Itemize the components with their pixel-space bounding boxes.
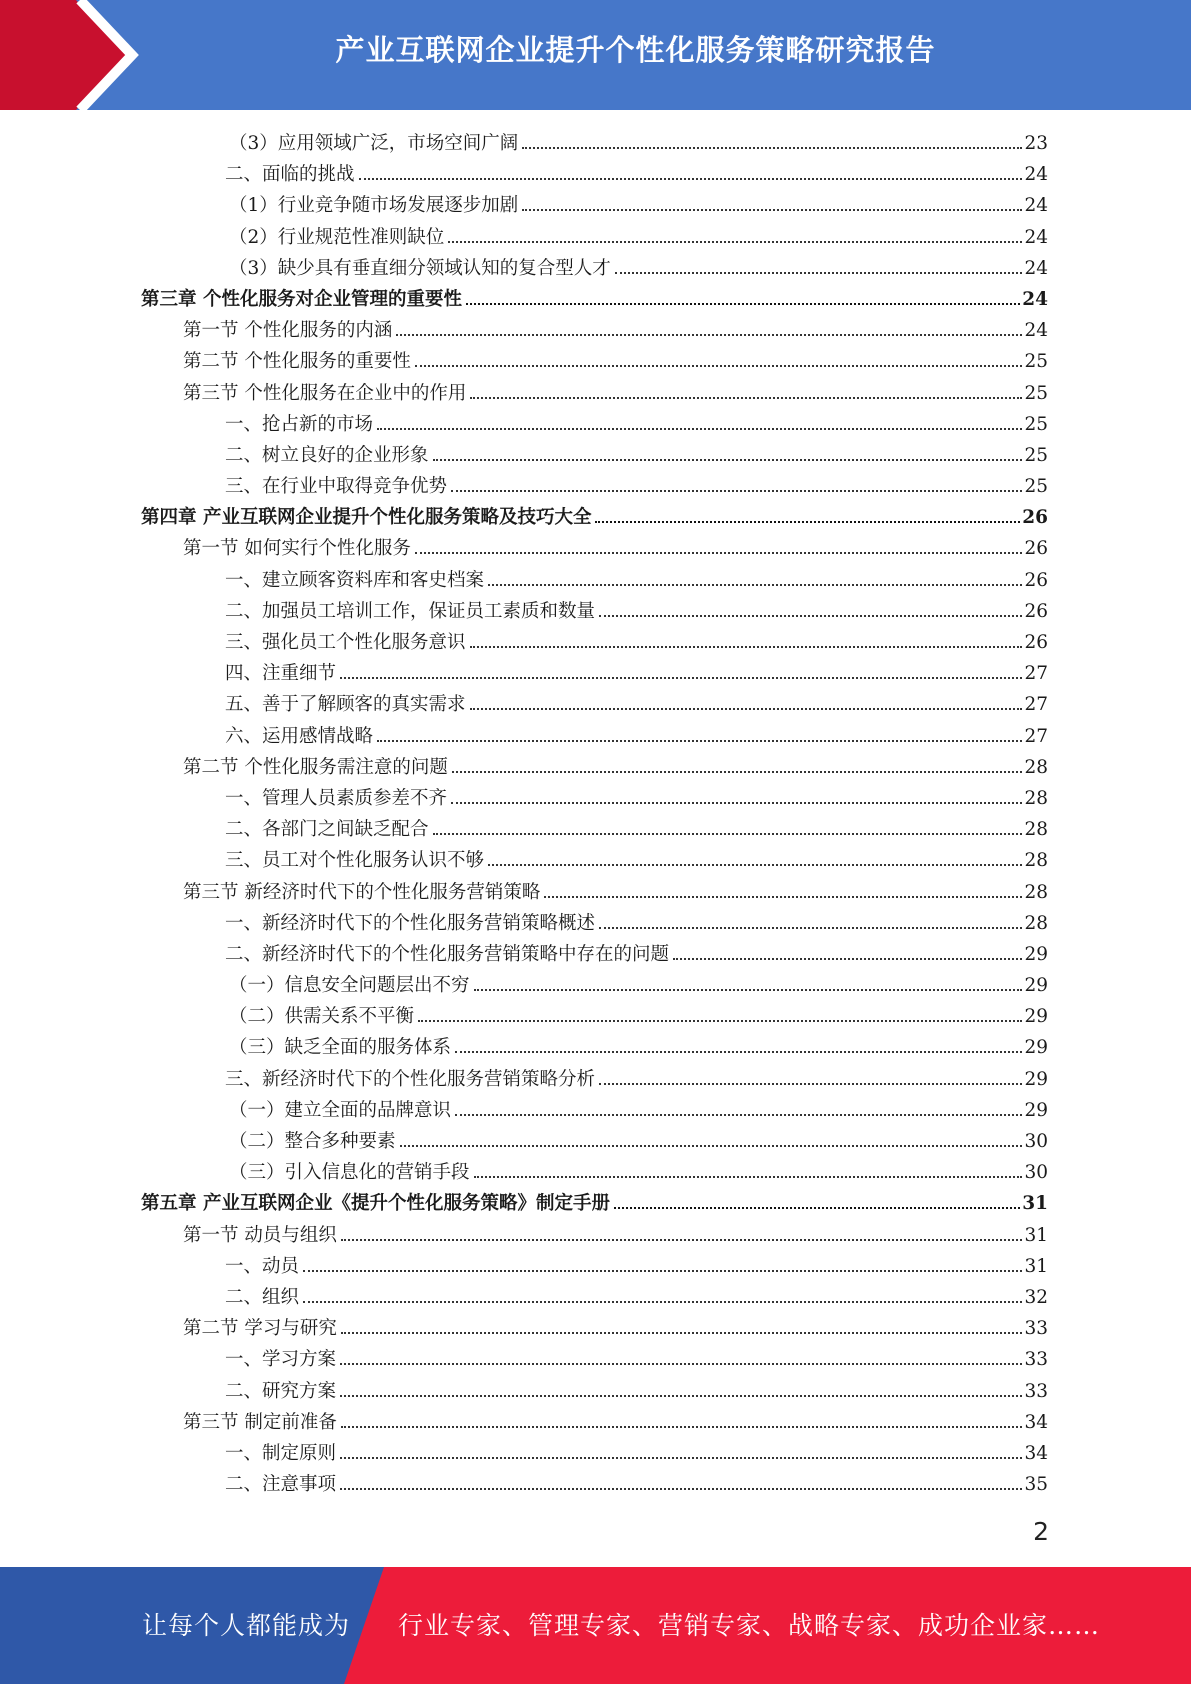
- toc-entry-page: 28: [1024, 850, 1048, 872]
- toc-entry[interactable]: [141, 1157, 1048, 1188]
- toc-dot-leader: [488, 864, 1022, 866]
- toc-entry[interactable]: [141, 1313, 1048, 1344]
- toc-entry-label: 二、注意事项: [225, 1474, 337, 1496]
- toc-chapter-entry[interactable]: [141, 502, 1048, 533]
- toc-entry-label: 一、抢占新的市场: [225, 413, 374, 435]
- toc-entry[interactable]: [141, 689, 1048, 720]
- toc-entry-label: 第一节 如何实行个性化服务: [183, 538, 411, 560]
- toc-entry-label: 二、加强员工培训工作，保证员工素质和数量: [225, 600, 596, 622]
- toc-entry-label: 一、管理人员素质参差不齐: [225, 787, 448, 809]
- toc-entry-page: 33: [1024, 1318, 1048, 1340]
- toc-entry[interactable]: [141, 315, 1048, 346]
- toc-entry-label: （一）建立全面的品牌意识: [229, 1099, 452, 1121]
- toc-entry[interactable]: [141, 627, 1048, 658]
- toc-entry-page: 24: [1024, 226, 1048, 248]
- toc-dot-leader: [340, 677, 1022, 679]
- toc-dot-leader: [341, 1332, 1023, 1334]
- toc-dot-leader: [341, 1426, 1023, 1428]
- toc-dot-leader: [396, 334, 1022, 336]
- toc-entry[interactable]: [141, 128, 1048, 159]
- toc-entry[interactable]: [141, 1032, 1048, 1063]
- toc-entry-page: 26: [1024, 632, 1048, 653]
- header-arrow-decoration: [0, 0, 160, 110]
- toc-entry[interactable]: [141, 1095, 1048, 1126]
- toc-entry-page: 35: [1024, 1474, 1048, 1496]
- toc-dot-leader: [595, 521, 1020, 523]
- toc-entry-page: 33: [1024, 1349, 1048, 1371]
- toc-entry[interactable]: [141, 378, 1048, 409]
- toc-dot-leader: [455, 1051, 1022, 1053]
- toc-dot-leader: [614, 1207, 1020, 1209]
- toc-entry[interactable]: [141, 752, 1048, 783]
- toc-dot-leader: [303, 1301, 1022, 1303]
- toc-entry-label: （三）引入信息化的营销手段: [229, 1162, 470, 1184]
- toc-entry[interactable]: [141, 1438, 1048, 1469]
- toc-entry[interactable]: [141, 845, 1048, 876]
- toc-dot-leader: [488, 584, 1022, 586]
- toc-dot-leader: [599, 1083, 1022, 1085]
- toc-entry-page: 31: [1024, 1255, 1048, 1277]
- footer-roles: 行业专家、管理专家、营销专家、战略专家、成功企业家……: [398, 1611, 1101, 1640]
- toc-entry[interactable]: [141, 814, 1048, 845]
- toc-entry-label: 二、研究方案: [225, 1380, 337, 1402]
- toc-entry[interactable]: [141, 1376, 1048, 1407]
- toc-entry[interactable]: [141, 440, 1048, 471]
- toc-entry-label: 第一节 个性化服务的内涵: [183, 320, 393, 342]
- toc-dot-leader: [451, 490, 1022, 492]
- toc-entry-label: 一、新经济时代下的个性化服务营销策略概述: [225, 912, 596, 934]
- footer-slogan: 让每个人都能成为: [142, 1611, 351, 1640]
- toc-entry-page: 26: [1024, 538, 1048, 560]
- toc-dot-leader: [452, 771, 1023, 773]
- toc-entry-page: 29: [1024, 1037, 1048, 1059]
- toc-dot-leader: [415, 365, 1023, 367]
- toc-dot-leader: [673, 958, 1022, 960]
- toc-entry-page: 27: [1024, 725, 1048, 747]
- toc-entry-page: 34: [1024, 1442, 1048, 1464]
- page-header: [0, 0, 1191, 110]
- toc-entry-page: 29: [1024, 1099, 1048, 1121]
- toc-entry-label: 三、在行业中取得竞争优势: [225, 476, 448, 498]
- toc-entry-page: 31: [1022, 1193, 1048, 1215]
- toc-entry-page: 33: [1024, 1380, 1048, 1402]
- toc-entry-page: 26: [1024, 569, 1048, 591]
- toc-entry-page: 24: [1022, 288, 1048, 310]
- toc-dot-leader: [455, 1114, 1022, 1116]
- toc-dot-leader: [340, 1363, 1022, 1365]
- toc-dot-leader: [433, 833, 1023, 835]
- toc-entry-label: （2）行业规范性准则缺位: [229, 226, 445, 248]
- toc-entry-label: 三、员工对个性化服务认识不够: [225, 850, 485, 872]
- toc-entry-page: 28: [1024, 756, 1048, 778]
- toc-entry-label: 一、建立顾客资料库和客史档案: [225, 569, 485, 591]
- toc-dot-leader: [466, 303, 1020, 305]
- toc-dot-leader: [377, 428, 1022, 430]
- toc-entry-page: 27: [1024, 694, 1048, 716]
- toc-entry-page: 28: [1024, 819, 1048, 841]
- toc-entry-page: 25: [1024, 351, 1048, 373]
- toc-entry-label: 六、运用感情战略: [225, 725, 374, 747]
- toc-entry[interactable]: [141, 409, 1048, 440]
- toc-dot-leader: [544, 896, 1022, 898]
- toc-dot-leader: [599, 615, 1022, 617]
- toc-entry-label: 三、新经济时代下的个性化服务营销策略分析: [225, 1068, 596, 1090]
- toc-entry-page: 25: [1024, 444, 1048, 466]
- toc-entry-page: 30: [1024, 1131, 1048, 1152]
- toc-dot-leader: [474, 1176, 1023, 1178]
- toc-entry-label: 二、组织: [225, 1286, 300, 1308]
- toc-entry-label: （二）供需关系不平衡: [229, 1006, 415, 1028]
- toc-entry[interactable]: [141, 190, 1048, 221]
- toc-dot-leader: [340, 1395, 1022, 1397]
- toc-entry[interactable]: [141, 1220, 1048, 1251]
- toc-entry-page: 23: [1024, 133, 1048, 154]
- toc-entry-page: 26: [1024, 600, 1048, 622]
- header-arrow-red: [0, 0, 126, 110]
- toc-entry-label: （3）应用领域广泛，市场空间广阔: [229, 133, 519, 154]
- toc-entry-label: （1）行业竞争随市场发展逐步加剧: [229, 195, 519, 217]
- toc-entry[interactable]: [141, 533, 1048, 564]
- toc-entry-label: （三）缺乏全面的服务体系: [229, 1037, 452, 1059]
- toc-entry[interactable]: [141, 1126, 1048, 1157]
- toc-entry[interactable]: [141, 877, 1048, 908]
- toc-entry-label: （二）整合多种要素: [229, 1131, 396, 1152]
- toc-entry-page: 25: [1024, 476, 1048, 498]
- toc-dot-leader: [377, 740, 1022, 742]
- toc-dot-leader: [303, 1270, 1022, 1272]
- toc-entry-page: 25: [1024, 413, 1048, 435]
- toc-entry-label: 第三章 个性化服务对企业管理的重要性: [141, 288, 462, 310]
- toc-entry-label: 五、善于了解顾客的真实需求: [225, 694, 466, 716]
- page-number: 2: [1033, 1517, 1049, 1546]
- toc-entry-label: 一、制定原则: [225, 1442, 337, 1464]
- toc-entry-label: 二、面临的挑战: [225, 164, 355, 186]
- toc-entry[interactable]: [141, 1344, 1048, 1375]
- toc-entry-page: 24: [1024, 257, 1048, 279]
- toc-entry-page: 28: [1024, 787, 1048, 809]
- toc-dot-leader: [470, 397, 1022, 399]
- toc-entry[interactable]: [141, 253, 1048, 284]
- toc-entry-label: 二、树立良好的企业形象: [225, 444, 429, 466]
- toc-entry-label: 第三节 个性化服务在企业中的作用: [183, 382, 467, 404]
- toc-entry-page: 28: [1024, 912, 1048, 934]
- toc-entry-label: （一）信息安全问题层出不穷: [229, 975, 470, 997]
- toc-dot-leader: [451, 802, 1022, 804]
- toc-dot-leader: [418, 1020, 1022, 1022]
- toc-entry-page: 26: [1022, 507, 1048, 529]
- toc-entry[interactable]: [141, 1282, 1048, 1313]
- toc-entry[interactable]: [141, 970, 1048, 1001]
- toc-entry-label: 第一节 动员与组织: [183, 1224, 337, 1246]
- toc-chapter-entry[interactable]: [141, 284, 1048, 315]
- toc-dot-leader: [340, 1488, 1022, 1490]
- toc-entry[interactable]: [141, 222, 1048, 253]
- toc-entry-label: 第二节 个性化服务的重要性: [183, 351, 411, 373]
- toc-entry-page: 29: [1024, 1006, 1048, 1028]
- toc-entry[interactable]: [141, 596, 1048, 627]
- toc-entry[interactable]: [141, 1407, 1048, 1438]
- toc-entry-page: 32: [1024, 1286, 1048, 1308]
- toc-entry-label: 第三节 新经济时代下的个性化服务营销策略: [183, 881, 541, 903]
- toc-entry[interactable]: [141, 1064, 1048, 1095]
- toc-dot-leader: [522, 209, 1022, 211]
- toc-dot-leader: [341, 1239, 1023, 1241]
- toc-entry-page: 24: [1024, 164, 1048, 186]
- toc-entry-page: 30: [1024, 1162, 1048, 1184]
- toc-entry-label: 一、动员: [225, 1255, 300, 1277]
- toc-entry-page: 29: [1024, 943, 1048, 965]
- toc-entry-label: 三、强化员工个性化服务意识: [225, 632, 466, 653]
- toc-entry[interactable]: [141, 908, 1048, 939]
- toc-entry[interactable]: [141, 1251, 1048, 1282]
- toc-chapter-entry[interactable]: [141, 1188, 1048, 1219]
- toc-entry-label: 一、学习方案: [225, 1349, 337, 1371]
- toc-dot-leader: [615, 272, 1023, 274]
- toc-dot-leader: [470, 708, 1023, 710]
- toc-entry-label: 第二节 学习与研究: [183, 1318, 337, 1340]
- toc-entry[interactable]: [141, 658, 1048, 689]
- toc-dot-leader: [599, 927, 1022, 929]
- toc-entry-page: 27: [1024, 663, 1048, 685]
- toc-dot-leader: [522, 147, 1022, 149]
- toc-dot-leader: [340, 1457, 1022, 1459]
- toc-entry-page: 31: [1024, 1224, 1048, 1246]
- toc-entry[interactable]: [141, 159, 1048, 190]
- toc-entry[interactable]: [141, 1001, 1048, 1032]
- toc-entry[interactable]: [141, 565, 1048, 596]
- toc-entry-label: 第三节 制定前准备: [183, 1411, 337, 1433]
- toc-dot-leader: [474, 989, 1023, 991]
- toc-entry-label: 四、注重细节: [225, 663, 337, 685]
- toc-entry-page: 29: [1024, 975, 1048, 997]
- toc-entry[interactable]: [141, 721, 1048, 752]
- toc-entry-page: 24: [1024, 320, 1048, 342]
- toc-entry-label: （3）缺少具有垂直细分领域认知的复合型人才: [229, 257, 611, 279]
- toc-entry-label: 第二节 个性化服务需注意的问题: [183, 756, 448, 778]
- toc-entry-page: 24: [1024, 195, 1048, 217]
- toc-entry[interactable]: [141, 783, 1048, 814]
- toc-entry-page: 34: [1024, 1411, 1048, 1433]
- toc-entry[interactable]: [141, 346, 1048, 377]
- toc-entry[interactable]: [141, 471, 1048, 502]
- page-footer: [0, 1567, 1191, 1684]
- toc-dot-leader: [400, 1145, 1023, 1147]
- toc-entry-label: 第四章 产业互联网企业提升个性化服务策略及技巧大全: [141, 507, 592, 529]
- toc-entry-page: 29: [1024, 1068, 1048, 1090]
- toc-entry-page: 28: [1024, 881, 1048, 903]
- toc-entry-label: 第五章 产业互联网企业《提升个性化服务策略》制定手册: [141, 1193, 610, 1215]
- toc-entry[interactable]: [141, 939, 1048, 970]
- toc-dot-leader: [470, 646, 1023, 648]
- table-of-contents: [141, 128, 1048, 1500]
- toc-dot-leader: [415, 552, 1023, 554]
- toc-dot-leader: [433, 459, 1023, 461]
- toc-entry[interactable]: [141, 1469, 1048, 1500]
- report-title: 产业互联网企业提升个性化服务策略研究报告: [335, 33, 936, 67]
- toc-dot-leader: [359, 178, 1023, 180]
- toc-entry-label: 二、各部门之间缺乏配合: [225, 819, 429, 841]
- toc-dot-leader: [448, 241, 1022, 243]
- toc-entry-page: 25: [1024, 382, 1048, 404]
- toc-entry-label: 二、新经济时代下的个性化服务营销策略中存在的问题: [225, 943, 670, 965]
